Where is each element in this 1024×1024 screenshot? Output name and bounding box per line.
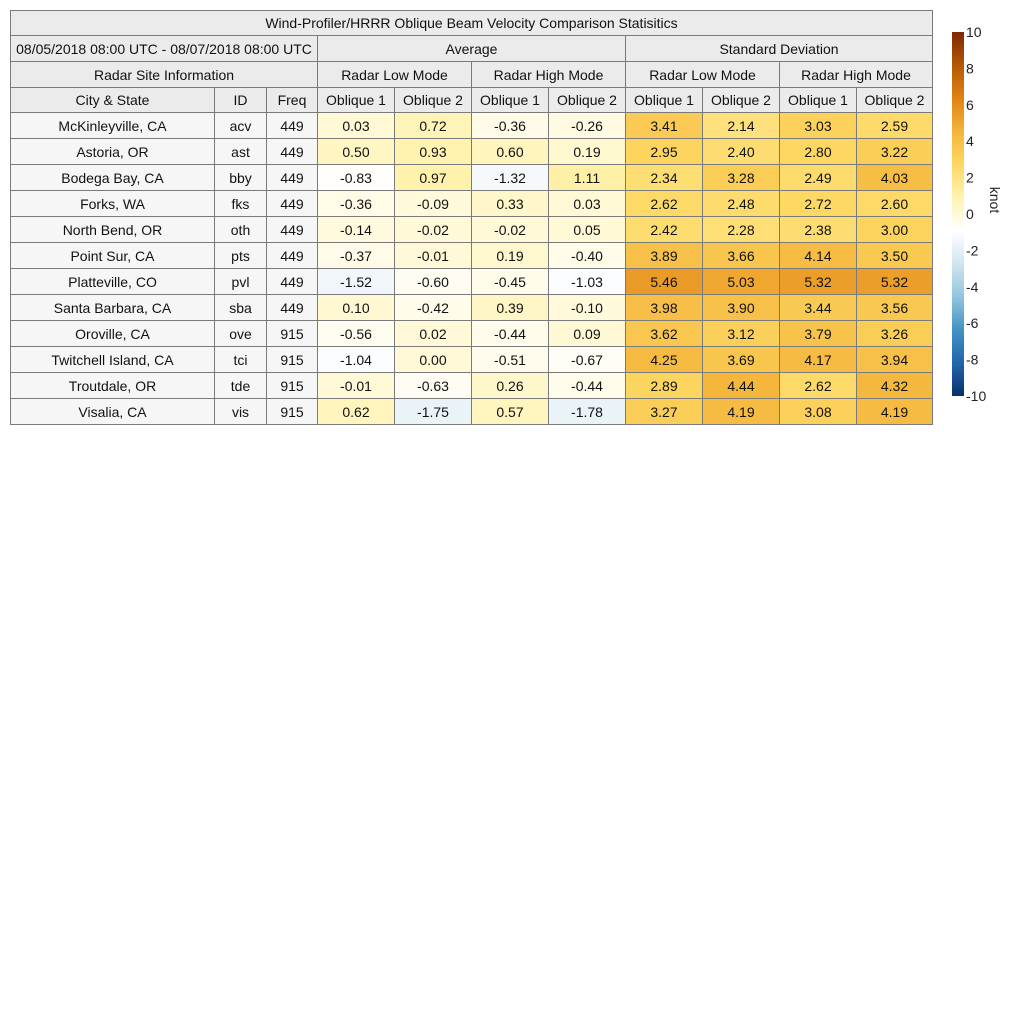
value-cell: 0.10 (318, 295, 395, 321)
value-cell: -0.83 (318, 165, 395, 191)
value-cell: -0.01 (318, 373, 395, 399)
value-cell: -0.02 (472, 217, 549, 243)
site-freq-cell: 449 (267, 269, 318, 295)
site-city-cell: Forks, WA (11, 191, 215, 217)
avg-high-oblique2-header: Oblique 2 (549, 88, 626, 113)
value-cell: 2.60 (857, 191, 933, 217)
site-id-cell: bby (215, 165, 267, 191)
value-cell: 1.11 (549, 165, 626, 191)
table-row (11, 321, 933, 347)
avg-high-oblique1-header: Oblique 1 (472, 88, 549, 113)
value-cell: 2.48 (703, 191, 780, 217)
site-city-cell: Bodega Bay, CA (11, 165, 215, 191)
table-row (11, 399, 933, 425)
value-cell: 4.32 (857, 373, 933, 399)
site-freq-cell: 449 (267, 113, 318, 139)
value-cell: 0.57 (472, 399, 549, 425)
value-cell: 2.49 (780, 165, 857, 191)
city-column-header: City & State (11, 88, 215, 113)
value-cell: 3.50 (857, 243, 933, 269)
id-column-header: ID (215, 88, 267, 113)
site-info-header: Radar Site Information (11, 62, 318, 88)
std-low-oblique2-header: Oblique 2 (703, 88, 780, 113)
site-freq-cell: 915 (267, 399, 318, 425)
site-freq-cell: 449 (267, 243, 318, 269)
value-cell: -0.02 (395, 217, 472, 243)
value-cell: 2.95 (626, 139, 703, 165)
value-cell: 3.79 (780, 321, 857, 347)
value-cell: -1.52 (318, 269, 395, 295)
value-cell: 2.38 (780, 217, 857, 243)
avg-low-oblique1-header: Oblique 1 (318, 88, 395, 113)
site-city-cell: Point Sur, CA (11, 243, 215, 269)
value-cell: 2.14 (703, 113, 780, 139)
value-cell: 3.62 (626, 321, 703, 347)
value-cell: 2.72 (780, 191, 857, 217)
value-cell: -0.36 (318, 191, 395, 217)
colorbar-tick-label: -4 (966, 278, 979, 295)
colorbar-tick-label: -6 (966, 315, 979, 332)
table-title: Wind-Profiler/HRRR Oblique Beam Velocity Comparison Statisitics (11, 11, 933, 36)
site-id-cell: ast (215, 139, 267, 165)
value-cell: -0.63 (395, 373, 472, 399)
colorbar-gradient (952, 32, 964, 396)
average-header: Average (318, 36, 626, 62)
site-freq-cell: 449 (267, 165, 318, 191)
std-high-mode-header: Radar High Mode (780, 62, 933, 88)
colorbar-unit-label: knot (987, 186, 1003, 214)
colorbar-tick-label: -8 (966, 351, 979, 368)
site-id-cell: tde (215, 373, 267, 399)
colorbar-tick-label: 4 (966, 133, 974, 150)
value-cell: 3.03 (780, 113, 857, 139)
value-cell: 0.50 (318, 139, 395, 165)
site-id-cell: sba (215, 295, 267, 321)
table-row (11, 269, 933, 295)
table-row (11, 113, 933, 139)
std-high-oblique1-header: Oblique 1 (780, 88, 857, 113)
colorbar-tick-label: 2 (966, 169, 974, 186)
value-cell: -0.26 (549, 113, 626, 139)
std-dev-header: Standard Deviation (626, 36, 933, 62)
table-row (11, 373, 933, 399)
value-cell: 0.33 (472, 191, 549, 217)
site-city-cell: Troutdale, OR (11, 373, 215, 399)
colorbar-tick-label: -10 (966, 388, 987, 404)
std-high-oblique2-header: Oblique 2 (857, 88, 933, 113)
value-cell: -0.01 (395, 243, 472, 269)
value-cell: -0.10 (549, 295, 626, 321)
value-cell: 0.03 (549, 191, 626, 217)
value-cell: -0.67 (549, 347, 626, 373)
value-cell: -0.40 (549, 243, 626, 269)
value-cell: 0.19 (549, 139, 626, 165)
freq-column-header: Freq (267, 88, 318, 113)
value-cell: -1.78 (549, 399, 626, 425)
site-freq-cell: 449 (267, 295, 318, 321)
value-cell: 0.93 (395, 139, 472, 165)
value-cell: -0.14 (318, 217, 395, 243)
value-cell: 3.66 (703, 243, 780, 269)
value-cell: 0.72 (395, 113, 472, 139)
table-row (11, 165, 933, 191)
value-cell: 3.08 (780, 399, 857, 425)
value-cell: -0.44 (472, 321, 549, 347)
colorbar-tick-label: -2 (966, 242, 979, 259)
table-row (11, 295, 933, 321)
site-freq-cell: 449 (267, 217, 318, 243)
value-cell: 0.19 (472, 243, 549, 269)
site-freq-cell: 449 (267, 139, 318, 165)
value-cell: 4.19 (857, 399, 933, 425)
statistics-table (10, 10, 933, 425)
value-cell: 3.94 (857, 347, 933, 373)
value-cell: -1.04 (318, 347, 395, 373)
value-cell: -1.03 (549, 269, 626, 295)
avg-low-mode-header: Radar Low Mode (318, 62, 472, 88)
table-row (11, 243, 933, 269)
value-cell: -0.37 (318, 243, 395, 269)
value-cell: -0.60 (395, 269, 472, 295)
site-city-cell: Twitchell Island, CA (11, 347, 215, 373)
value-cell: -1.75 (395, 399, 472, 425)
value-cell: 5.32 (780, 269, 857, 295)
value-cell: -0.09 (395, 191, 472, 217)
table-row (11, 139, 933, 165)
colorbar-tick-label: 6 (966, 96, 974, 113)
colorbar-tick-label: 10 (966, 24, 982, 40)
value-cell: 4.17 (780, 347, 857, 373)
value-cell: 0.97 (395, 165, 472, 191)
site-id-cell: vis (215, 399, 267, 425)
std-low-mode-header: Radar Low Mode (626, 62, 780, 88)
site-city-cell: Oroville, CA (11, 321, 215, 347)
value-cell: 2.42 (626, 217, 703, 243)
value-cell: 3.00 (857, 217, 933, 243)
table-row (11, 191, 933, 217)
value-cell: 0.02 (395, 321, 472, 347)
value-cell: 3.28 (703, 165, 780, 191)
value-cell: 3.90 (703, 295, 780, 321)
site-city-cell: Visalia, CA (11, 399, 215, 425)
value-cell: -0.42 (395, 295, 472, 321)
value-cell: 2.62 (780, 373, 857, 399)
value-cell: 2.80 (780, 139, 857, 165)
value-cell: 2.34 (626, 165, 703, 191)
site-freq-cell: 915 (267, 321, 318, 347)
site-freq-cell: 449 (267, 191, 318, 217)
value-cell: -0.44 (549, 373, 626, 399)
value-cell: 0.39 (472, 295, 549, 321)
value-cell: -0.45 (472, 269, 549, 295)
site-id-cell: ove (215, 321, 267, 347)
table-row (11, 347, 933, 373)
std-low-oblique1-header: Oblique 1 (626, 88, 703, 113)
site-id-cell: acv (215, 113, 267, 139)
value-cell: 4.25 (626, 347, 703, 373)
value-cell: 0.09 (549, 321, 626, 347)
value-cell: 3.12 (703, 321, 780, 347)
site-city-cell: Astoria, OR (11, 139, 215, 165)
value-cell: 0.03 (318, 113, 395, 139)
value-cell: 2.40 (703, 139, 780, 165)
value-cell: -0.36 (472, 113, 549, 139)
date-range: 08/05/2018 08:00 UTC - 08/07/2018 08:00 UTC (11, 36, 318, 62)
value-cell: 3.26 (857, 321, 933, 347)
value-cell: 0.26 (472, 373, 549, 399)
value-cell: 3.89 (626, 243, 703, 269)
avg-low-oblique2-header: Oblique 2 (395, 88, 472, 113)
site-city-cell: Santa Barbara, CA (11, 295, 215, 321)
table-row (11, 217, 933, 243)
site-city-cell: North Bend, OR (11, 217, 215, 243)
value-cell: -0.56 (318, 321, 395, 347)
value-cell: 4.19 (703, 399, 780, 425)
site-id-cell: tci (215, 347, 267, 373)
site-id-cell: oth (215, 217, 267, 243)
site-id-cell: pvl (215, 269, 267, 295)
site-freq-cell: 915 (267, 347, 318, 373)
value-cell: 0.62 (318, 399, 395, 425)
value-cell: 5.32 (857, 269, 933, 295)
colorbar-tick-label: 8 (966, 60, 974, 77)
value-cell: 4.44 (703, 373, 780, 399)
value-cell: 5.46 (626, 269, 703, 295)
value-cell: 2.59 (857, 113, 933, 139)
value-cell: -1.32 (472, 165, 549, 191)
value-cell: 3.41 (626, 113, 703, 139)
colorbar (940, 20, 1024, 410)
value-cell: 0.05 (549, 217, 626, 243)
value-cell: 0.60 (472, 139, 549, 165)
avg-high-mode-header: Radar High Mode (472, 62, 626, 88)
value-cell: 3.56 (857, 295, 933, 321)
site-city-cell: McKinleyville, CA (11, 113, 215, 139)
value-cell: 0.00 (395, 347, 472, 373)
value-cell: 5.03 (703, 269, 780, 295)
site-id-cell: pts (215, 243, 267, 269)
site-id-cell: fks (215, 191, 267, 217)
value-cell: 2.62 (626, 191, 703, 217)
value-cell: 2.28 (703, 217, 780, 243)
colorbar-tick-label: 0 (966, 206, 974, 222)
value-cell: 2.89 (626, 373, 703, 399)
site-city-cell: Platteville, CO (11, 269, 215, 295)
value-cell: 3.22 (857, 139, 933, 165)
value-cell: 3.27 (626, 399, 703, 425)
value-cell: 4.03 (857, 165, 933, 191)
value-cell: 3.44 (780, 295, 857, 321)
value-cell: 4.14 (780, 243, 857, 269)
value-cell: 3.69 (703, 347, 780, 373)
value-cell: 3.98 (626, 295, 703, 321)
value-cell: -0.51 (472, 347, 549, 373)
site-freq-cell: 915 (267, 373, 318, 399)
